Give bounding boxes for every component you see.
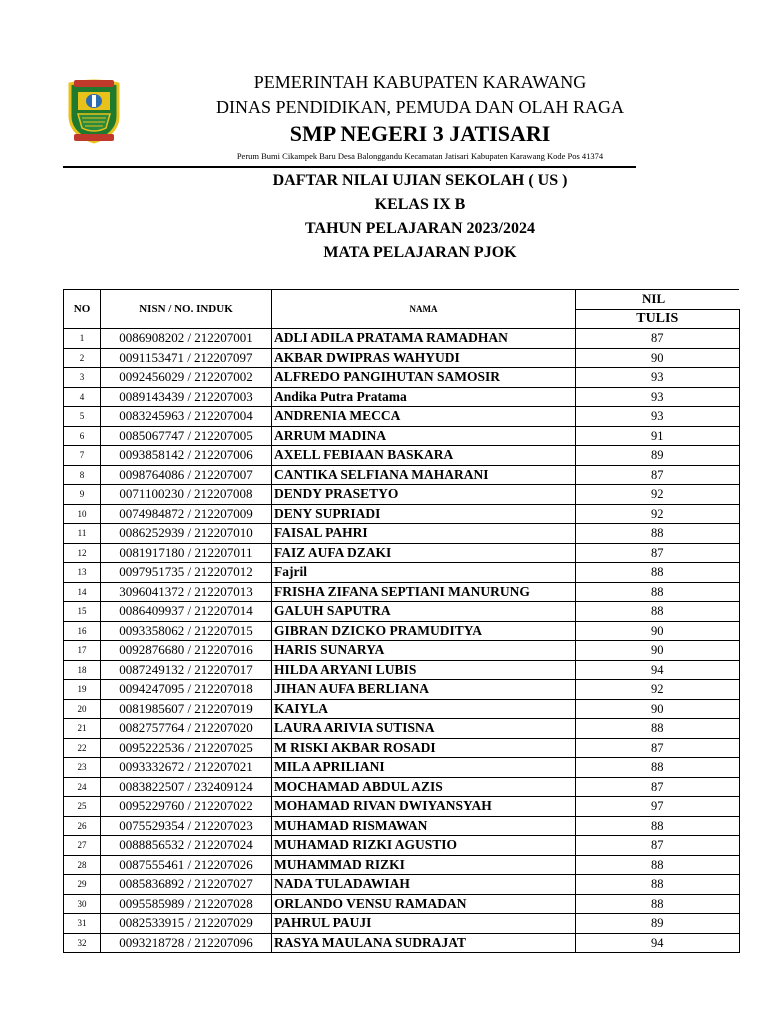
row-number: 27	[64, 836, 101, 856]
row-number: 3	[64, 368, 101, 388]
table-row	[64, 738, 740, 758]
row-nama: DENDY PRASETYO	[272, 485, 576, 505]
table-row	[64, 485, 740, 505]
row-nama: FAIZ AUFA DZAKI	[272, 543, 576, 563]
row-tulis: 89	[576, 914, 740, 934]
row-number: 24	[64, 777, 101, 797]
row-nisn: 0093858142 / 212207006	[101, 446, 272, 466]
row-nisn: 0085067747 / 212207005	[101, 426, 272, 446]
department-name: DINAS PENDIDIKAN, PEMUDA DAN OLAH RAGA	[216, 97, 624, 117]
header-nilai: NIL	[576, 290, 740, 310]
row-nama: PAHRUL PAUJI	[272, 914, 576, 934]
row-tulis: 90	[576, 641, 740, 661]
subject-title: MATA PELAJARAN PJOK	[323, 244, 517, 261]
table-row	[64, 855, 740, 875]
row-number: 28	[64, 855, 101, 875]
row-nisn: 0093218728 / 212207096	[101, 933, 272, 953]
row-nama: CANTIKA SELFIANA MAHARANI	[272, 465, 576, 485]
row-tulis: 87	[576, 543, 740, 563]
row-number: 23	[64, 758, 101, 778]
row-nama: MUHAMAD RISMAWAN	[272, 816, 576, 836]
row-nisn: 0091153471 / 212207097	[101, 348, 272, 368]
row-tulis: 87	[576, 738, 740, 758]
row-number: 10	[64, 504, 101, 524]
school-name: SMP NEGERI 3 JATISARI	[289, 121, 551, 146]
row-tulis: 93	[576, 387, 740, 407]
table-row	[64, 504, 740, 524]
row-nama: FRISHA ZIFANA SEPTIANI MANURUNG	[272, 582, 576, 602]
row-tulis: 91	[576, 426, 740, 446]
row-nama: GIBRAN DZICKO PRAMUDITYA	[272, 621, 576, 641]
row-number: 16	[64, 621, 101, 641]
row-tulis: 88	[576, 524, 740, 544]
row-nama: FAISAL PAHRI	[272, 524, 576, 544]
table-row	[64, 699, 740, 719]
row-tulis: 88	[576, 816, 740, 836]
row-nama: MUHAMMAD RIZKI	[272, 855, 576, 875]
table-row	[64, 719, 740, 739]
row-tulis: 92	[576, 504, 740, 524]
row-tulis: 87	[576, 777, 740, 797]
row-number: 17	[64, 641, 101, 661]
header-nama: NAMA	[272, 290, 576, 329]
table-row	[64, 660, 740, 680]
row-nama: LAURA ARIVIA SUTISNA	[272, 719, 576, 739]
table-row	[64, 426, 740, 446]
row-nama: ALFREDO PANGIHUTAN SAMOSIR	[272, 368, 576, 388]
row-nama: ARRUM MADINA	[272, 426, 576, 446]
row-nisn: 0093358062 / 212207015	[101, 621, 272, 641]
row-nisn: 0086908202 / 212207001	[101, 329, 272, 349]
row-nama: ORLANDO VENSU RAMADAN	[272, 894, 576, 914]
row-nisn: 3096041372 / 212207013	[101, 582, 272, 602]
row-nisn: 0093332672 / 212207021	[101, 758, 272, 778]
row-number: 20	[64, 699, 101, 719]
table-row	[64, 329, 740, 349]
row-nama: Andika Putra Pratama	[272, 387, 576, 407]
table-row	[64, 446, 740, 466]
row-number: 19	[64, 680, 101, 700]
row-tulis: 97	[576, 797, 740, 817]
row-number: 21	[64, 719, 101, 739]
row-number: 25	[64, 797, 101, 817]
row-nama: JIHAN AUFA BERLIANA	[272, 680, 576, 700]
table-row	[64, 777, 740, 797]
row-nama: MOHAMAD RIVAN DWIYANSYAH	[272, 797, 576, 817]
row-number: 13	[64, 563, 101, 583]
row-nisn: 0071100230 / 212207008	[101, 485, 272, 505]
row-nama: AXELL FEBIAAN BASKARA	[272, 446, 576, 466]
row-nama: HILDA ARYANI LUBIS	[272, 660, 576, 680]
row-tulis: 88	[576, 602, 740, 622]
table-row	[64, 758, 740, 778]
document-title: DAFTAR NILAI UJIAN SEKOLAH ( US )	[272, 172, 568, 189]
row-nisn: 0087249132 / 212207017	[101, 660, 272, 680]
table-row	[64, 933, 740, 953]
row-nisn: 0098764086 / 212207007	[101, 465, 272, 485]
row-nisn: 0082533915 / 212207029	[101, 914, 272, 934]
row-nama: Fajril	[272, 563, 576, 583]
row-nisn: 0095222536 / 212207025	[101, 738, 272, 758]
row-number: 9	[64, 485, 101, 505]
row-tulis: 88	[576, 894, 740, 914]
class-title: KELAS IX B	[374, 196, 466, 213]
table-body	[64, 329, 740, 953]
row-nisn: 0081917180 / 212207011	[101, 543, 272, 563]
row-nisn: 0089143439 / 212207003	[101, 387, 272, 407]
row-nisn: 0087555461 / 212207026	[101, 855, 272, 875]
row-number: 15	[64, 602, 101, 622]
row-number: 2	[64, 348, 101, 368]
row-nisn: 0086409937 / 212207014	[101, 602, 272, 622]
row-number: 29	[64, 875, 101, 895]
table-row	[64, 797, 740, 817]
row-tulis: 87	[576, 329, 740, 349]
row-tulis: 89	[576, 446, 740, 466]
table-row	[64, 836, 740, 856]
row-tulis: 88	[576, 758, 740, 778]
row-tulis: 87	[576, 836, 740, 856]
row-tulis: 88	[576, 582, 740, 602]
row-nama: GALUH SAPUTRA	[272, 602, 576, 622]
row-nisn: 0083245963 / 212207004	[101, 407, 272, 427]
row-nisn: 0097951735 / 212207012	[101, 563, 272, 583]
table-row	[64, 582, 740, 602]
row-nisn: 0095585989 / 212207028	[101, 894, 272, 914]
row-tulis: 88	[576, 719, 740, 739]
table-row	[64, 563, 740, 583]
row-nama: MOCHAMAD ABDUL AZIS	[272, 777, 576, 797]
row-nama: MUHAMAD RIZKI AGUSTIO	[272, 836, 576, 856]
row-number: 11	[64, 524, 101, 544]
table-row	[64, 894, 740, 914]
government-name: PEMERINTAH KABUPATEN KARAWANG	[253, 72, 587, 92]
row-nisn: 0092876680 / 212207016	[101, 641, 272, 661]
row-nama: KAIYLA	[272, 699, 576, 719]
row-nama: RASYA MAULANA SUDRAJAT	[272, 933, 576, 953]
header-no: NO	[64, 290, 101, 329]
row-tulis: 90	[576, 621, 740, 641]
row-nama: ADLI ADILA PRATAMA RAMADHAN	[272, 329, 576, 349]
row-tulis: 88	[576, 563, 740, 583]
table-row	[64, 816, 740, 836]
row-number: 14	[64, 582, 101, 602]
row-number: 18	[64, 660, 101, 680]
row-number: 26	[64, 816, 101, 836]
table-row	[64, 465, 740, 485]
row-nisn: 0074984872 / 212207009	[101, 504, 272, 524]
row-tulis: 94	[576, 660, 740, 680]
letterhead-divider	[63, 166, 636, 168]
table-row	[64, 387, 740, 407]
row-nisn: 0082757764 / 212207020	[101, 719, 272, 739]
row-nisn: 0085836892 / 212207027	[101, 875, 272, 895]
row-number: 4	[64, 387, 101, 407]
table-row	[64, 875, 740, 895]
row-nisn: 0088856532 / 212207024	[101, 836, 272, 856]
row-number: 30	[64, 894, 101, 914]
table-row	[64, 641, 740, 661]
academic-year-title: TAHUN PELAJARAN 2023/2024	[305, 220, 535, 237]
table-row	[64, 543, 740, 563]
table-row	[64, 914, 740, 934]
row-nisn: 0083822507 / 232409124	[101, 777, 272, 797]
row-tulis: 87	[576, 465, 740, 485]
table-row	[64, 407, 740, 427]
row-nama: MILA APRILIANI	[272, 758, 576, 778]
karawang-crest-icon	[66, 78, 122, 144]
row-nisn: 0092456029 / 212207002	[101, 368, 272, 388]
row-tulis: 94	[576, 933, 740, 953]
header-nisn: NISN / NO. INDUK	[101, 290, 272, 329]
row-tulis: 90	[576, 699, 740, 719]
grades-table-container	[63, 289, 768, 959]
row-number: 5	[64, 407, 101, 427]
row-nama: NADA TULADAWIAH	[272, 875, 576, 895]
row-number: 6	[64, 426, 101, 446]
row-nisn: 0094247095 / 212207018	[101, 680, 272, 700]
row-number: 7	[64, 446, 101, 466]
row-tulis: 88	[576, 855, 740, 875]
table-row	[64, 348, 740, 368]
row-tulis: 93	[576, 407, 740, 427]
row-number: 8	[64, 465, 101, 485]
row-number: 32	[64, 933, 101, 953]
row-number: 1	[64, 329, 101, 349]
row-nisn: 0081985607 / 212207019	[101, 699, 272, 719]
row-tulis: 88	[576, 875, 740, 895]
header-tulis: TULIS	[576, 309, 740, 329]
row-tulis: 90	[576, 348, 740, 368]
row-number: 31	[64, 914, 101, 934]
row-tulis: 92	[576, 680, 740, 700]
row-nisn: 0086252939 / 212207010	[101, 524, 272, 544]
row-nama: ANDRENIA MECCA	[272, 407, 576, 427]
row-nisn: 0075529354 / 212207023	[101, 816, 272, 836]
row-number: 22	[64, 738, 101, 758]
row-nama: HARIS SUNARYA	[272, 641, 576, 661]
school-address: Perum Bumi Cikampek Baru Desa Balonggandu Kecamatan Jatisari Kabupaten Karawang Kode Pos 41374	[236, 151, 604, 161]
table-header-row	[64, 290, 740, 310]
table-row	[64, 621, 740, 641]
grades-table	[63, 289, 740, 953]
row-nama: AKBAR DWIPRAS WAHYUDI	[272, 348, 576, 368]
table-row	[64, 524, 740, 544]
table-row	[64, 368, 740, 388]
row-tulis: 93	[576, 368, 740, 388]
row-nama: M RISKI AKBAR ROSADI	[272, 738, 576, 758]
row-nisn: 0095229760 / 212207022	[101, 797, 272, 817]
table-row	[64, 680, 740, 700]
table-row	[64, 602, 740, 622]
row-nama: DENY SUPRIADI	[272, 504, 576, 524]
row-tulis: 92	[576, 485, 740, 505]
row-number: 12	[64, 543, 101, 563]
